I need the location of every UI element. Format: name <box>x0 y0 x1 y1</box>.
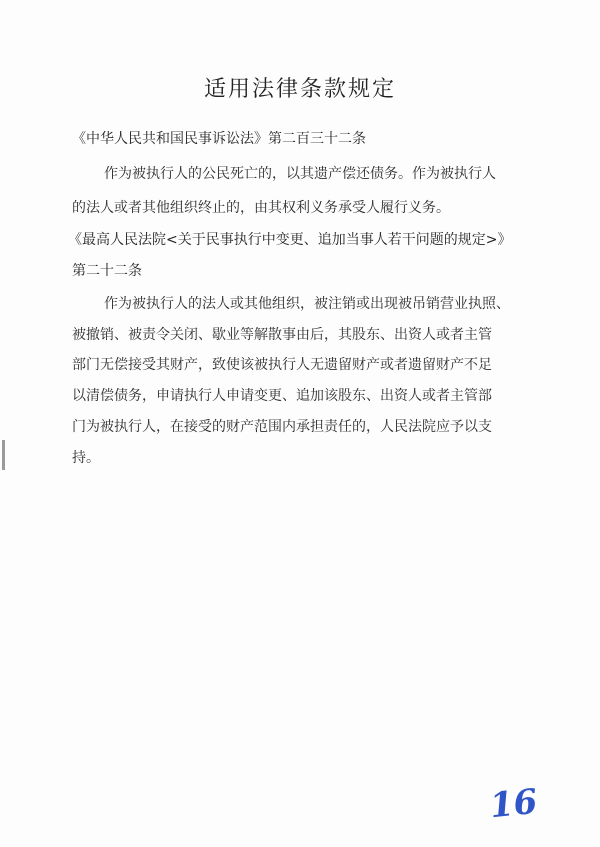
law1-line-1: 作为被执行人的公民死亡的，以其遗产偿还债务。作为被执行人 <box>104 166 496 182</box>
law1-heading: 《中华人民共和国民事诉讼法》第二百三十二条 <box>72 131 366 147</box>
law2-heading-line-2: 第二十二条 <box>72 263 142 279</box>
law2-line-6: 持。 <box>72 450 100 466</box>
law2-heading-line-1: 《最高人民法院<关于民事执行中变更、追加当事人若干问题的规定>》 <box>68 232 512 248</box>
handwritten-page-number: 16 <box>488 781 540 827</box>
law2-line-5: 门为被执行人，在接受的财产范围内承担责任的，人民法院应予以支 <box>72 419 492 435</box>
law1-line-2: 的法人或者其他组织终止的，由其权利义务承受人履行义务。 <box>72 200 450 216</box>
law2-line-1: 作为被执行人的法人或其他组织，被注销或出现被吊销营业执照、 <box>104 296 510 312</box>
page-title: 适用法律条款规定 <box>203 77 396 102</box>
scan-edge-mark <box>2 440 5 470</box>
law2-line-4: 以清偿债务，申请执行人申请变更、追加该股东、出资人或者主管部 <box>72 388 492 404</box>
law2-line-2: 被撤销、被责令关闭、歇业等解散事由后，其股东、出资人或者主管 <box>72 327 492 343</box>
law2-line-3: 部门无偿接受其财产，致使该被执行人无遗留财产或者遗留财产不足 <box>72 357 492 373</box>
